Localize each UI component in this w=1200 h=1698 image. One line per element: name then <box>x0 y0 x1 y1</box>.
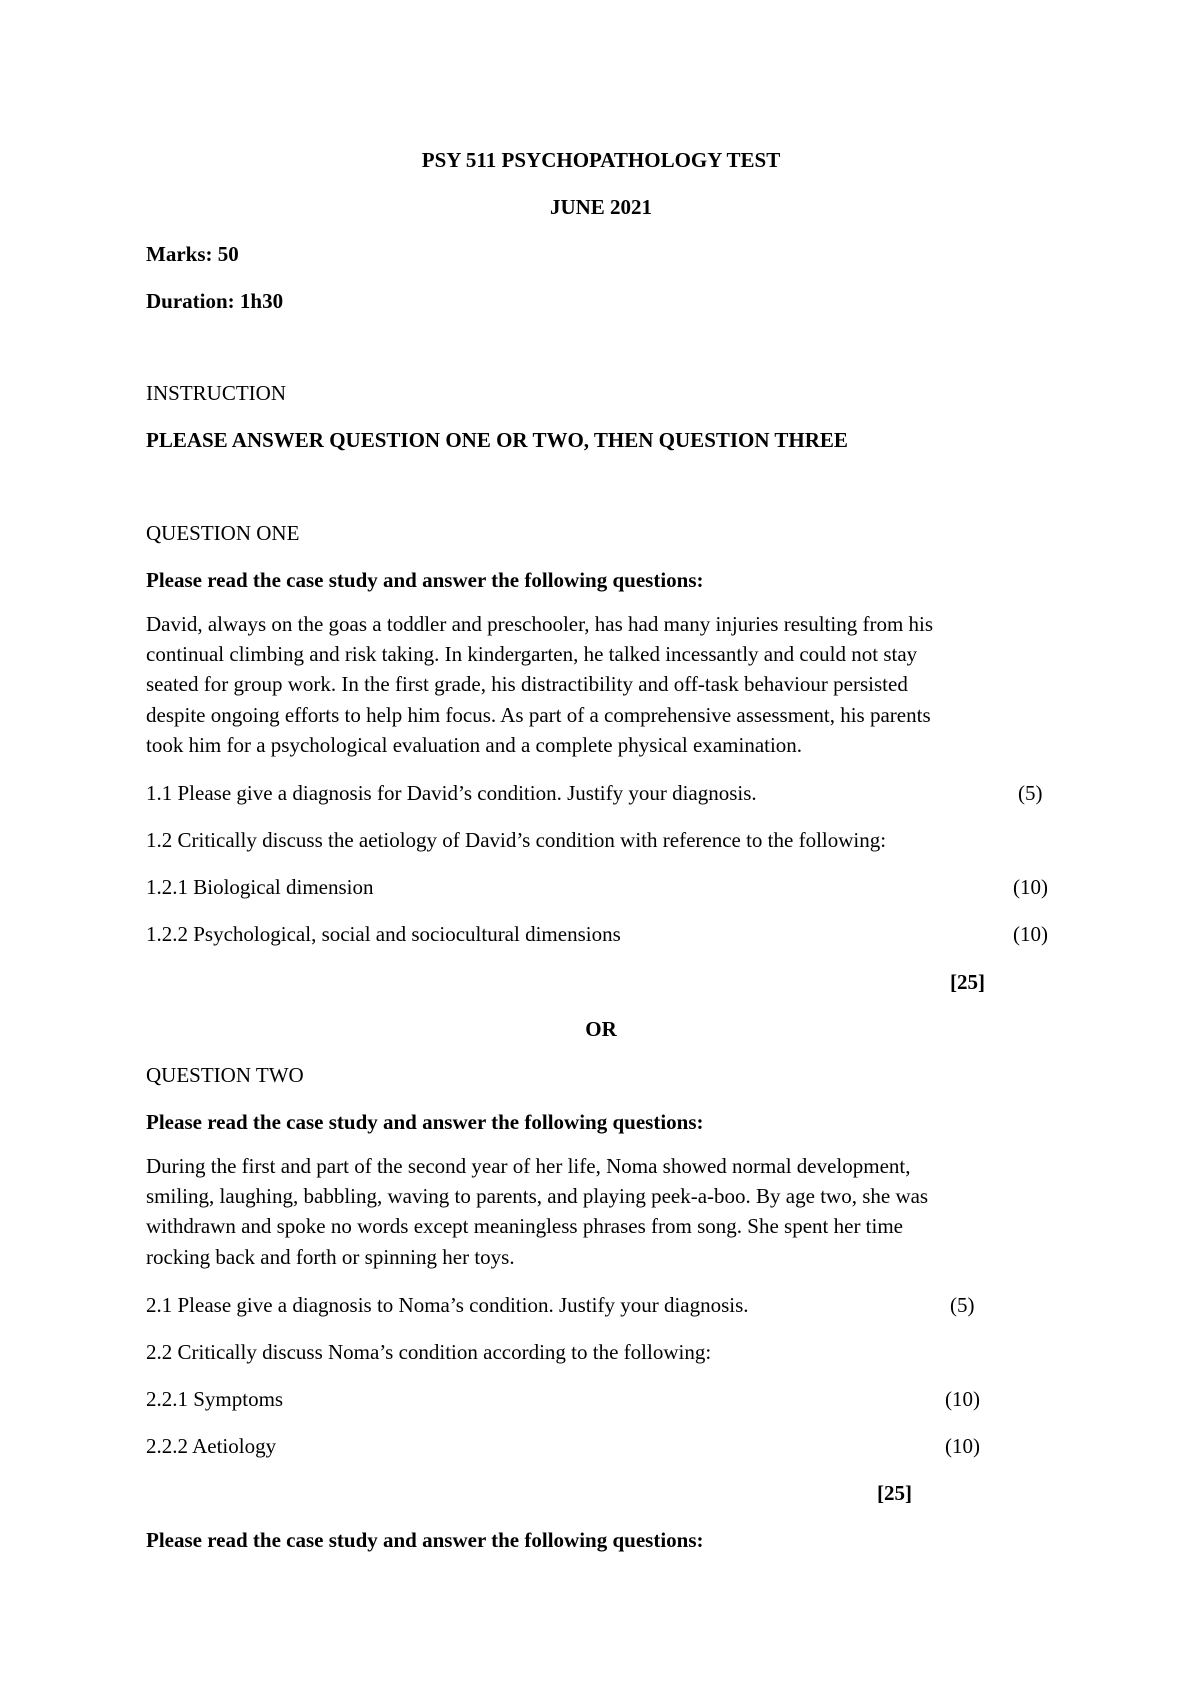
case-line: smiling, laughing, babbling, waving to parents, and playing peek-a-boo. By age two, she was <box>146 1184 929 1209</box>
question-one-case-study <box>146 609 1064 760</box>
instruction-text: PLEASE ANSWER QUESTION ONE OR TWO, THEN QUESTION THREE <box>146 428 848 452</box>
question-mark: (10) <box>945 1434 980 1458</box>
case-line: During the first and part of the second year of her life, Noma showed normal development, <box>146 1154 911 1178</box>
instruction-heading: INSTRUCTION <box>146 381 286 405</box>
question-item: 2.1 Please give a diagnosis to Noma’s condition. Justify your diagnosis. <box>146 1293 749 1317</box>
question-mark: (10) <box>1013 922 1048 946</box>
case-line: despite ongoing efforts to help him focus. As part of a comprehensive assessment, his parents <box>146 702 931 727</box>
exam-date: JUNE 2021 <box>549 195 653 219</box>
case-line: rocking back and forth or spinning her toys. <box>146 1244 515 1269</box>
case-line: took him for a psychological evaluation and a complete physical examination. <box>146 732 803 757</box>
case-line: seated for group work. In the first grade, his distractibility and off-task behaviour persisted <box>146 672 908 697</box>
question-two-total: [25] <box>877 1481 912 1505</box>
question-two-case-study <box>146 1151 1064 1272</box>
question-item: 2.2.2 Aetiology <box>146 1434 277 1458</box>
question-one-prompt: Please read the case study and answer the following questions: <box>146 568 704 592</box>
question-two-prompt: Please read the case study and answer the following questions: <box>146 1110 704 1134</box>
question-three-prompt: Please read the case study and answer the following questions: <box>146 1528 704 1552</box>
question-two-heading: QUESTION TWO <box>146 1063 304 1087</box>
case-line: David, always on the goas a toddler and preschooler, has had many injuries resulting from his <box>146 612 934 636</box>
question-item: 1.2.2 Psychological, social and sociocultural dimensions <box>146 922 621 946</box>
question-mark: (5) <box>950 1293 975 1317</box>
question-item: 2.2.1 Symptoms <box>146 1387 284 1411</box>
question-item: 2.2 Critically discuss Noma’s condition according to the following: <box>146 1340 712 1364</box>
case-line: withdrawn and spoke no words except meaningless phrases from song. She spent her time <box>146 1214 904 1239</box>
question-mark: (10) <box>1013 875 1048 899</box>
question-mark: (5) <box>1018 781 1043 805</box>
duration-label: Duration: 1h30 <box>146 289 284 313</box>
question-item: 1.2 Critically discuss the aetiology of David’s condition with reference to the following: <box>146 828 887 852</box>
question-one-total: [25] <box>950 970 985 994</box>
exam-title: PSY 511 PSYCHOPATHOLOGY TEST <box>421 148 781 172</box>
question-one-heading: QUESTION ONE <box>146 521 300 545</box>
or-separator: OR <box>585 1017 617 1041</box>
question-item: 1.2.1 Biological dimension <box>146 875 374 899</box>
exam-page <box>146 0 1056 1698</box>
question-item: 1.1 Please give a diagnosis for David’s condition. Justify your diagnosis. <box>146 781 757 805</box>
question-mark: (10) <box>945 1387 980 1411</box>
case-line: continual climbing and risk taking. In kindergarten, he talked incessantly and could not stay <box>146 642 918 667</box>
marks-label: Marks: 50 <box>146 242 239 266</box>
